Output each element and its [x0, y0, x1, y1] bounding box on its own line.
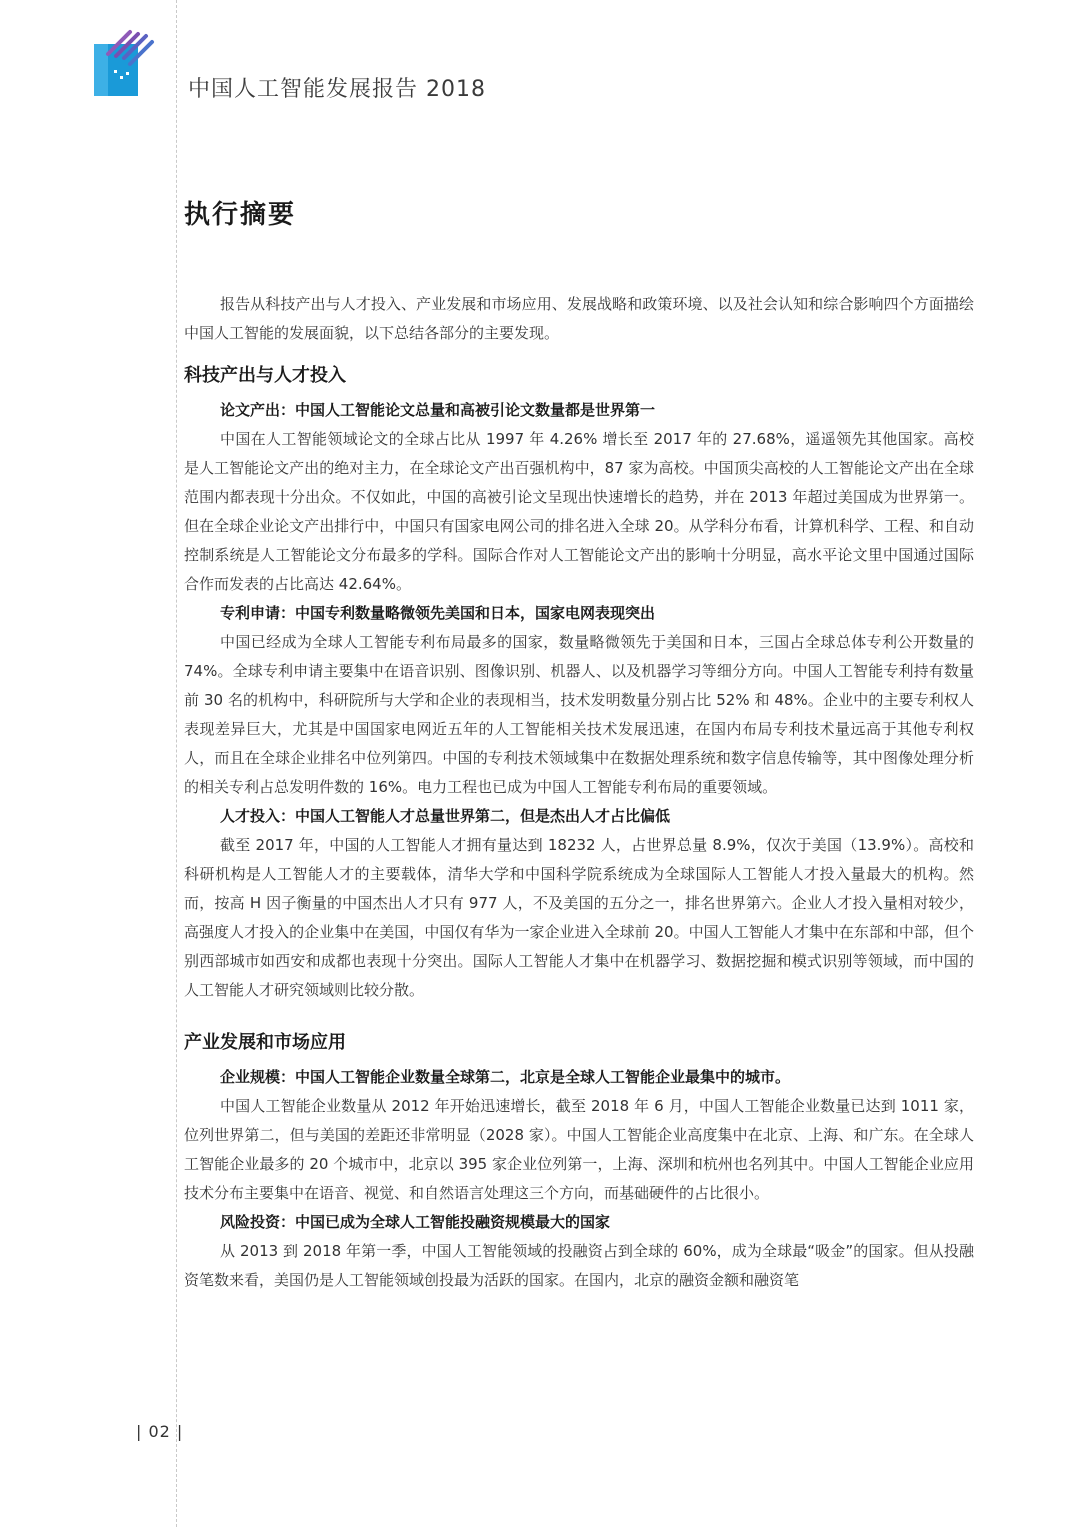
paragraph-papers: 中国在人工智能领域论文的全球占比从 1997 年 4.26% 增长至 2017 年的 27.68%，遥遥领先其他国家。高校是人工智能论文产出的绝对主力，在全球论文产出百强机构中，87 家为高校。中国顶尖高校的人工智能论文产出在全球范围内都表现十分出众。不仅如此，中国的高被引论文呈现出快速增长的趋势，并在 2013 年超过美国成为世界第一。但在全球企业论文产出排行中，中国只有国家电网公司的排名进入全球 20。从学科分布看，计算机科学、工程、和自动控制系统是人工智能论文分布最多的学科。国际合作对人工智能论文产出的影响十分明显，高水平论文里中国通过国际合作而发表的占比高达 42.64%。 — [184, 430, 974, 593]
report-header-title: 中国人工智能发展报告 2018 — [188, 77, 486, 102]
section-science-talent — [184, 362, 974, 1005]
subheading-patents: 专利申请：中国专利数量略微领先美国和日本，国家电网表现突出 — [220, 604, 656, 622]
page-number: | 02 | — [136, 1422, 184, 1441]
subheading-talent: 人才投入：中国人工智能人才总量世界第二，但是杰出人才占比偏低 — [220, 807, 671, 825]
subheading-enterprise: 企业规模：中国人工智能企业数量全球第二，北京是全球人工智能企业最集中的城市。 — [220, 1068, 791, 1086]
paragraph-patents: 中国已经成为全球人工智能专利布局最多的国家，数量略微领先于美国和日本，三国占全球总体专利公开数量的 74%。全球专利申请主要集中在语音识别、图像识别、机器人、以及机器学习等细分方向。中国人工智能专利持有数量前 30 名的机构中，科研院所与大学和企业的表现相当，技术发明数量分别占比 52% 和 48%。企业中的主要专利权人表现差异巨大，尤其是中国国家电网近五年的人工智能相关技术发展迅速，在国内布局专利技术量远高于其他专利权人，而且在全球企业排名中位列第四。中国的专利技术领域集中在数据处理系统和数字信息传输等，其中图像处理分析的相关专利占总发明件数的 16%。电力工程也已成为中国人工智能专利布局的重要领域。 — [184, 633, 974, 796]
subheading-papers: 论文产出：中国人工智能论文总量和高被引论文数量都是世界第一 — [220, 401, 656, 419]
section-heading: 产业发展和市场应用 — [184, 1032, 346, 1053]
section-industry-market — [184, 1029, 974, 1295]
paragraph-venture: 从 2013 到 2018 年第一季，中国人工智能领域的投融资占到全球的 60%，成为全球最“吸金”的国家。但从投融资笔数来看，美国仍是人工智能领域创投最为活跃的国家。在国内，北京的融资金额和融资笔 — [184, 1242, 974, 1289]
subheading-venture: 风险投资：中国已成为全球人工智能投融资规模最大的国家 — [220, 1213, 611, 1231]
page-title: 执行摘要 — [184, 200, 297, 230]
margin-guide-line — [176, 0, 178, 1527]
paragraph-enterprise: 中国人工智能企业数量从 2012 年开始迅速增长，截至 2018 年 6 月，中国人工智能企业数量已达到 1011 家，位列世界第二，但与美国的差距还非常明显（2028 家）。中国人工智能企业高度集中在北京、上海、和广东。在全球人工智能企业最多的 20 个城市中，北京以 395 家企业位列第一，上海、深圳和杭州也名列其中。中国人工智能企业应用技术分布主要集中在语音、视觉、和自然语言处理这三个方向，而基础硬件的占比很小。 — [184, 1097, 974, 1202]
intro-paragraph: 报告从科技产出与人才投入、产业发展和市场应用、发展战略和政策环境、以及社会认知和综合影响四个方面描绘中国人工智能的发展面貌，以下总结各部分的主要发现。 — [184, 295, 974, 342]
paragraph-talent: 截至 2017 年，中国的人工智能人才拥有量达到 18232 人，占世界总量 8.9%，仅次于美国（13.9%）。高校和科研机构是人工智能人才的主要载体，清华大学和中国科学院系统成为全球国际人工智能人才投入量最大的机构。然而，按高 H 因子衡量的中国杰出人才只有 977 人，不及美国的五分之一，排名世界第六。企业人才投入量相对较少，高强度人才投入的企业集中在美国，中国仅有华为一家企业进入全球前 20。中国人工智能人才集中在东部和中部，但个别西部城市如西安和成都也表现十分突出。国际人工智能人才集中在机器学习、数据挖掘和模式识别等领域，而中国的人工智能人才研究领域则比较分散。 — [184, 836, 974, 999]
section-heading: 科技产出与人才投入 — [184, 365, 346, 386]
report-logo-icon — [94, 26, 156, 98]
document-body — [184, 290, 974, 1295]
